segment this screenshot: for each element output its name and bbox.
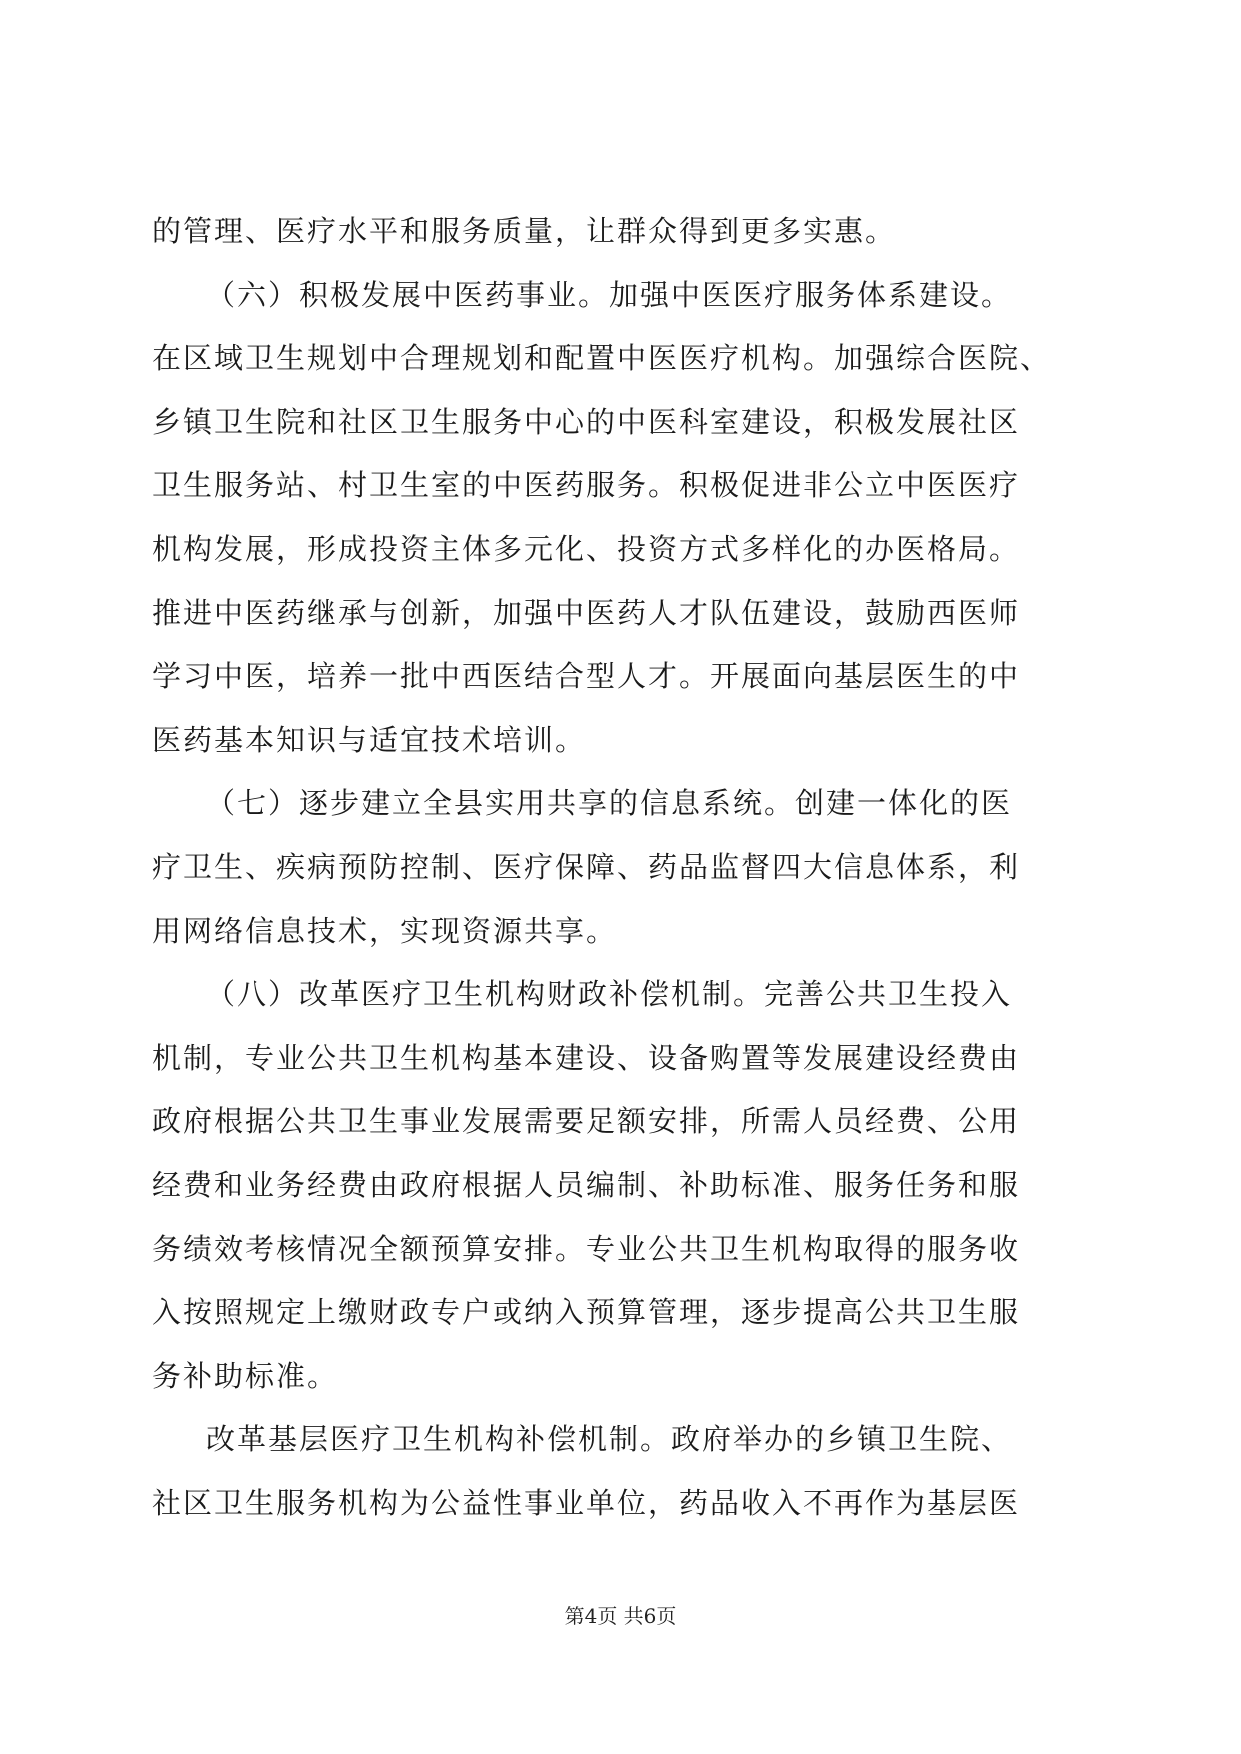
text-line: 学习中医，培养一批中西医结合型人才。开展面向基层医生的中 bbox=[152, 659, 1021, 694]
text-line: 疗卫生、疾病预防控制、医疗保障、药品监督四大信息体系，利 bbox=[152, 849, 1021, 884]
text-line: 的管理、医疗水平和服务质量，让群众得到更多实惠。 bbox=[152, 214, 897, 248]
text-line: 卫生服务站、村卫生室的中医药服务。积极促进非公立中医医疗 bbox=[152, 468, 1021, 503]
text-line: 务绩效考核情况全额预算安排。专业公共卫生机构取得的服务收 bbox=[152, 1231, 1021, 1266]
text-line: （七）逐步建立全县实用共享的信息系统。创建一体化的医 bbox=[206, 786, 1013, 821]
text-line: 改革基层医疗卫生机构补偿机制。政府举办的乡镇卫生院、 bbox=[206, 1422, 1013, 1457]
text-line: （八）改革医疗卫生机构财政补偿机制。完善公共卫生投入 bbox=[206, 977, 1013, 1012]
page-footer: 第4页 共6页 bbox=[564, 1604, 677, 1628]
text-line: 入按照规定上缴财政专户或纳入预算管理，逐步提高公共卫生服 bbox=[152, 1295, 1021, 1330]
text-line: （六）积极发展中医药事业。加强中医医疗服务体系建设。 bbox=[206, 277, 1013, 312]
text-line: 乡镇卫生院和社区卫生服务中心的中医科室建设，积极发展社区 bbox=[152, 404, 1021, 439]
text-line: 在区域卫生规划中合理规划和配置中医医疗机构。加强综合医院、 bbox=[152, 341, 1052, 376]
text-line: 社区卫生服务机构为公益性事业单位，药品收入不再作为基层医 bbox=[152, 1485, 1021, 1520]
text-line: 政府根据公共卫生事业发展需要足额安排，所需人员经费、公用 bbox=[152, 1104, 1021, 1139]
text-line: 推进中医药继承与创新，加强中医药人才队伍建设，鼓励西医师 bbox=[152, 595, 1021, 630]
text-line: 经费和业务经费由政府根据人员编制、补助标准、服务任务和服 bbox=[152, 1167, 1021, 1202]
text-line: 务补助标准。 bbox=[152, 1358, 339, 1393]
text-line: 医药基本知识与适宜技术培训。 bbox=[152, 722, 587, 757]
body-text bbox=[152, 200, 1112, 1535]
text-line: 用网络信息技术，实现资源共享。 bbox=[152, 913, 618, 948]
text-line: 机构发展，形成投资主体多元化、投资方式多样化的办医格局。 bbox=[152, 531, 1021, 566]
text-line: 机制，专业公共卫生机构基本建设、设备购置等发展建设经费由 bbox=[152, 1040, 1021, 1075]
